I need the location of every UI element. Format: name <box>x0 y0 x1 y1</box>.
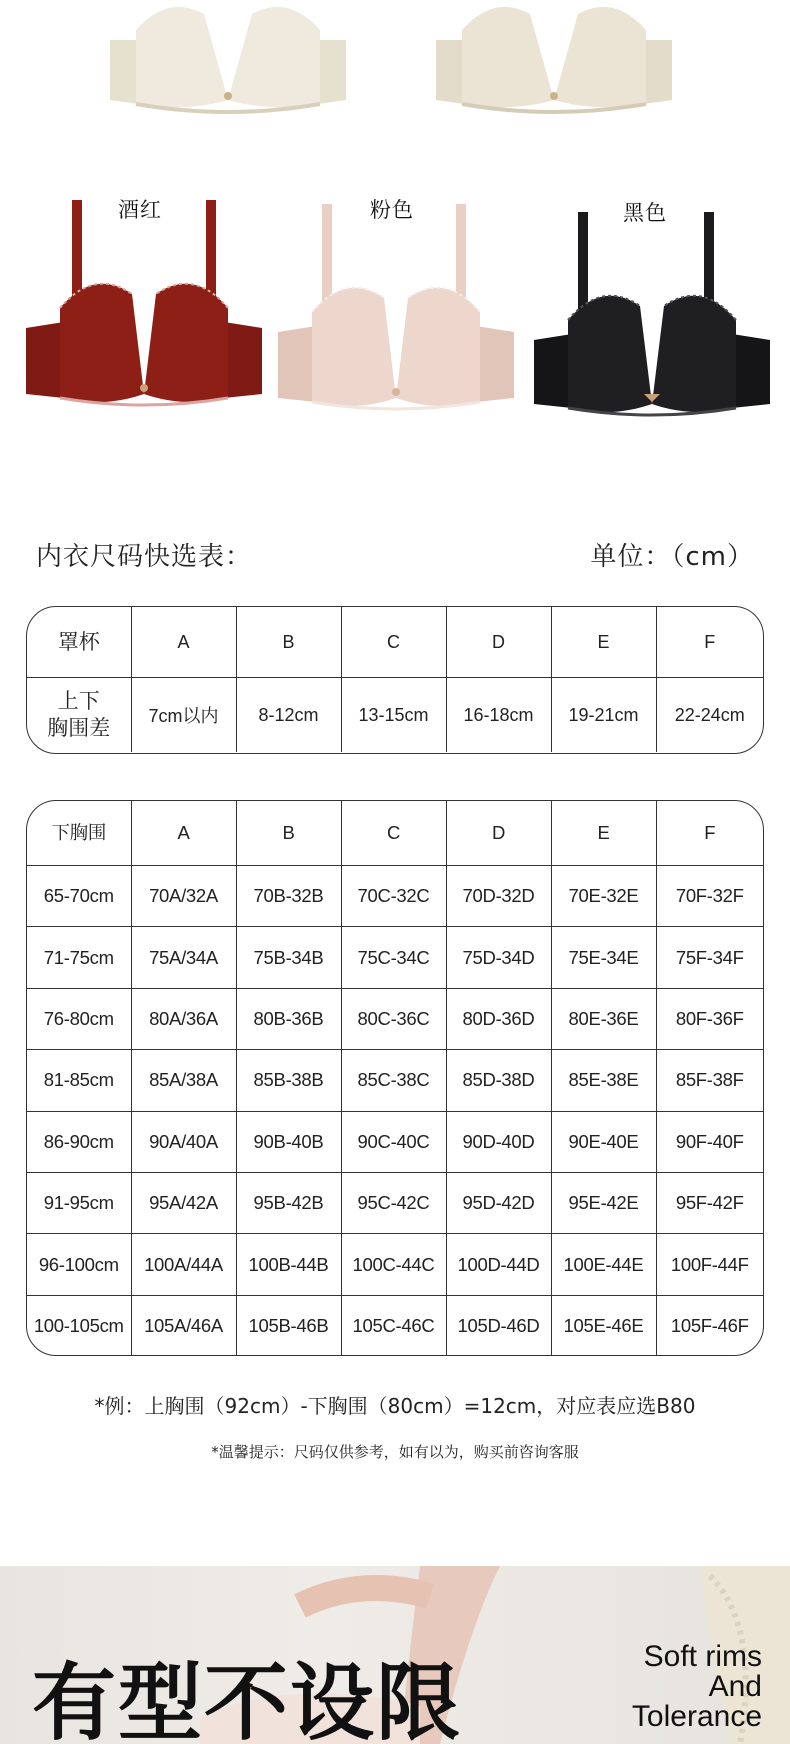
size-header-cell: F <box>656 801 763 866</box>
ivory-bra-image-right <box>434 0 674 116</box>
size-code-cell: 100B-44B <box>236 1234 341 1295</box>
underbust-range-cell: 86-90cm <box>27 1111 131 1172</box>
size-code-cell: 95B-42B <box>236 1172 341 1233</box>
cup-diff-cell: 7cm以内 <box>131 678 236 753</box>
size-code-cell: 70E-32E <box>551 866 656 927</box>
size-header-cell: A <box>131 801 236 866</box>
cup-header-cell: D <box>446 607 551 678</box>
size-row <box>27 927 763 988</box>
size-code-cell: 90D-40D <box>446 1111 551 1172</box>
size-code-cell: 95F-42F <box>656 1172 763 1233</box>
cup-diff-cell: 16-18cm <box>446 678 551 753</box>
cup-header-cell: F <box>656 607 763 678</box>
size-row <box>27 988 763 1049</box>
size-tip-note: *温馨提示：尺码仅供参考，如有以为，购买前咨询客服 <box>211 1443 579 1461</box>
size-code-cell: 75A/34A <box>131 927 236 988</box>
size-code-cell: 95E-42E <box>551 1172 656 1233</box>
cup-header-cell: E <box>551 607 656 678</box>
color-label-pink: 粉色 <box>370 198 414 222</box>
size-code-cell: 75C-34C <box>341 927 446 988</box>
size-code-cell: 85B-38B <box>236 1050 341 1111</box>
color-label-wine-red: 酒红 <box>118 198 162 222</box>
ivory-bra-image-left <box>108 0 348 116</box>
size-code-cell: 100D-44D <box>446 1234 551 1295</box>
size-row <box>27 866 763 927</box>
size-code-cell: 100F-44F <box>656 1234 763 1295</box>
size-header-cell: D <box>446 801 551 866</box>
size-code-cell: 70F-32F <box>656 866 763 927</box>
size-code-cell: 70A/32A <box>131 866 236 927</box>
black-bra-image <box>532 210 772 420</box>
size-row <box>27 1050 763 1111</box>
size-row <box>27 1234 763 1295</box>
size-header-row <box>27 801 763 866</box>
size-code-cell: 75E-34E <box>551 927 656 988</box>
size-code-cell: 100A/44A <box>131 1234 236 1295</box>
size-row <box>27 1295 763 1356</box>
size-code-cell: 95D-42D <box>446 1172 551 1233</box>
size-code-cell: 100E-44E <box>551 1234 656 1295</box>
size-example-note: *例：上胸围（92cm）-下胸围（80cm）=12cm，对应表应选B80 <box>94 1394 696 1418</box>
underbust-range-cell: 91-95cm <box>27 1172 131 1233</box>
wine-red-bra-image <box>24 198 264 408</box>
size-conversion-table <box>26 800 764 1356</box>
cup-header-row <box>27 607 763 678</box>
cup-diff-cell: 13-15cm <box>341 678 446 753</box>
banner-english-text <box>632 1642 762 1732</box>
color-label-black: 黑色 <box>623 201 667 225</box>
underbust-range-cell: 65-70cm <box>27 866 131 927</box>
size-code-cell: 80A/36A <box>131 988 236 1049</box>
cup-diff-row <box>27 678 763 753</box>
size-code-cell: 80F-36F <box>656 988 763 1049</box>
size-code-cell: 90A/40A <box>131 1111 236 1172</box>
size-code-cell: 90C-40C <box>341 1111 446 1172</box>
bottom-banner <box>0 1566 790 1744</box>
underbust-range-cell: 71-75cm <box>27 927 131 988</box>
cup-header-cell: C <box>341 607 446 678</box>
size-code-cell: 105A/46A <box>131 1295 236 1356</box>
size-code-cell: 75F-34F <box>656 927 763 988</box>
size-code-cell: 90B-40B <box>236 1111 341 1172</box>
cup-diff-label-line1: 上下 <box>57 689 100 713</box>
cup-diff-cell: 22-24cm <box>656 678 763 753</box>
size-row <box>27 1172 763 1233</box>
size-code-cell: 70C-32C <box>341 866 446 927</box>
size-header-label: 下胸围 <box>27 801 131 866</box>
cup-diff-cell: 19-21cm <box>551 678 656 753</box>
size-code-cell: 80C-36C <box>341 988 446 1049</box>
size-code-cell: 100C-44C <box>341 1234 446 1295</box>
size-code-cell: 85D-38D <box>446 1050 551 1111</box>
size-code-cell: 105C-46C <box>341 1295 446 1356</box>
size-header-cell: E <box>551 801 656 866</box>
size-code-cell: 80B-36B <box>236 988 341 1049</box>
size-code-cell: 95C-42C <box>341 1172 446 1233</box>
size-code-cell: 90E-40E <box>551 1111 656 1172</box>
size-code-cell: 70B-32B <box>236 866 341 927</box>
size-table-title: 内衣尺码快选表： <box>36 542 253 572</box>
underbust-range-cell: 76-80cm <box>27 988 131 1049</box>
cup-diff-label-line2: 胸围差 <box>47 716 111 740</box>
size-code-cell: 95A/42A <box>131 1172 236 1233</box>
cup-diff-cell: 8-12cm <box>236 678 341 753</box>
size-code-cell: 85C-38C <box>341 1050 446 1111</box>
size-code-cell: 80D-36D <box>446 988 551 1049</box>
pink-bra-image <box>276 202 516 412</box>
size-code-cell: 90F-40F <box>656 1111 763 1172</box>
size-code-cell: 85E-38E <box>551 1050 656 1111</box>
banner-title: 有型不设限 <box>32 1654 463 1744</box>
size-code-cell: 105D-46D <box>446 1295 551 1356</box>
cup-header-label: 罩杯 <box>27 607 131 678</box>
size-code-cell: 85A/38A <box>131 1050 236 1111</box>
cup-diff-label <box>27 678 131 753</box>
banner-en-line3: Tolerance <box>631 1700 762 1733</box>
size-code-cell: 105F-46F <box>656 1295 763 1356</box>
size-code-cell: 80E-36E <box>551 988 656 1049</box>
unit-label: 单位：（cm） <box>590 542 754 572</box>
banner-en-line1: Soft rims <box>643 1640 762 1673</box>
underbust-range-cell: 96-100cm <box>27 1234 131 1295</box>
underbust-range-cell: 81-85cm <box>27 1050 131 1111</box>
size-header-cell: C <box>341 801 446 866</box>
size-header-cell: B <box>236 801 341 866</box>
size-code-cell: 70D-32D <box>446 866 551 927</box>
underbust-range-cell: 100-105cm <box>27 1295 131 1356</box>
size-code-cell: 105E-46E <box>551 1295 656 1356</box>
banner-en-line2: And <box>708 1670 762 1703</box>
size-row <box>27 1111 763 1172</box>
size-code-cell: 105B-46B <box>236 1295 341 1356</box>
cup-header-cell: A <box>131 607 236 678</box>
cup-header-cell: B <box>236 607 341 678</box>
size-code-cell: 75B-34B <box>236 927 341 988</box>
cup-difference-table <box>26 606 764 754</box>
size-code-cell: 85F-38F <box>656 1050 763 1111</box>
size-code-cell: 75D-34D <box>446 927 551 988</box>
